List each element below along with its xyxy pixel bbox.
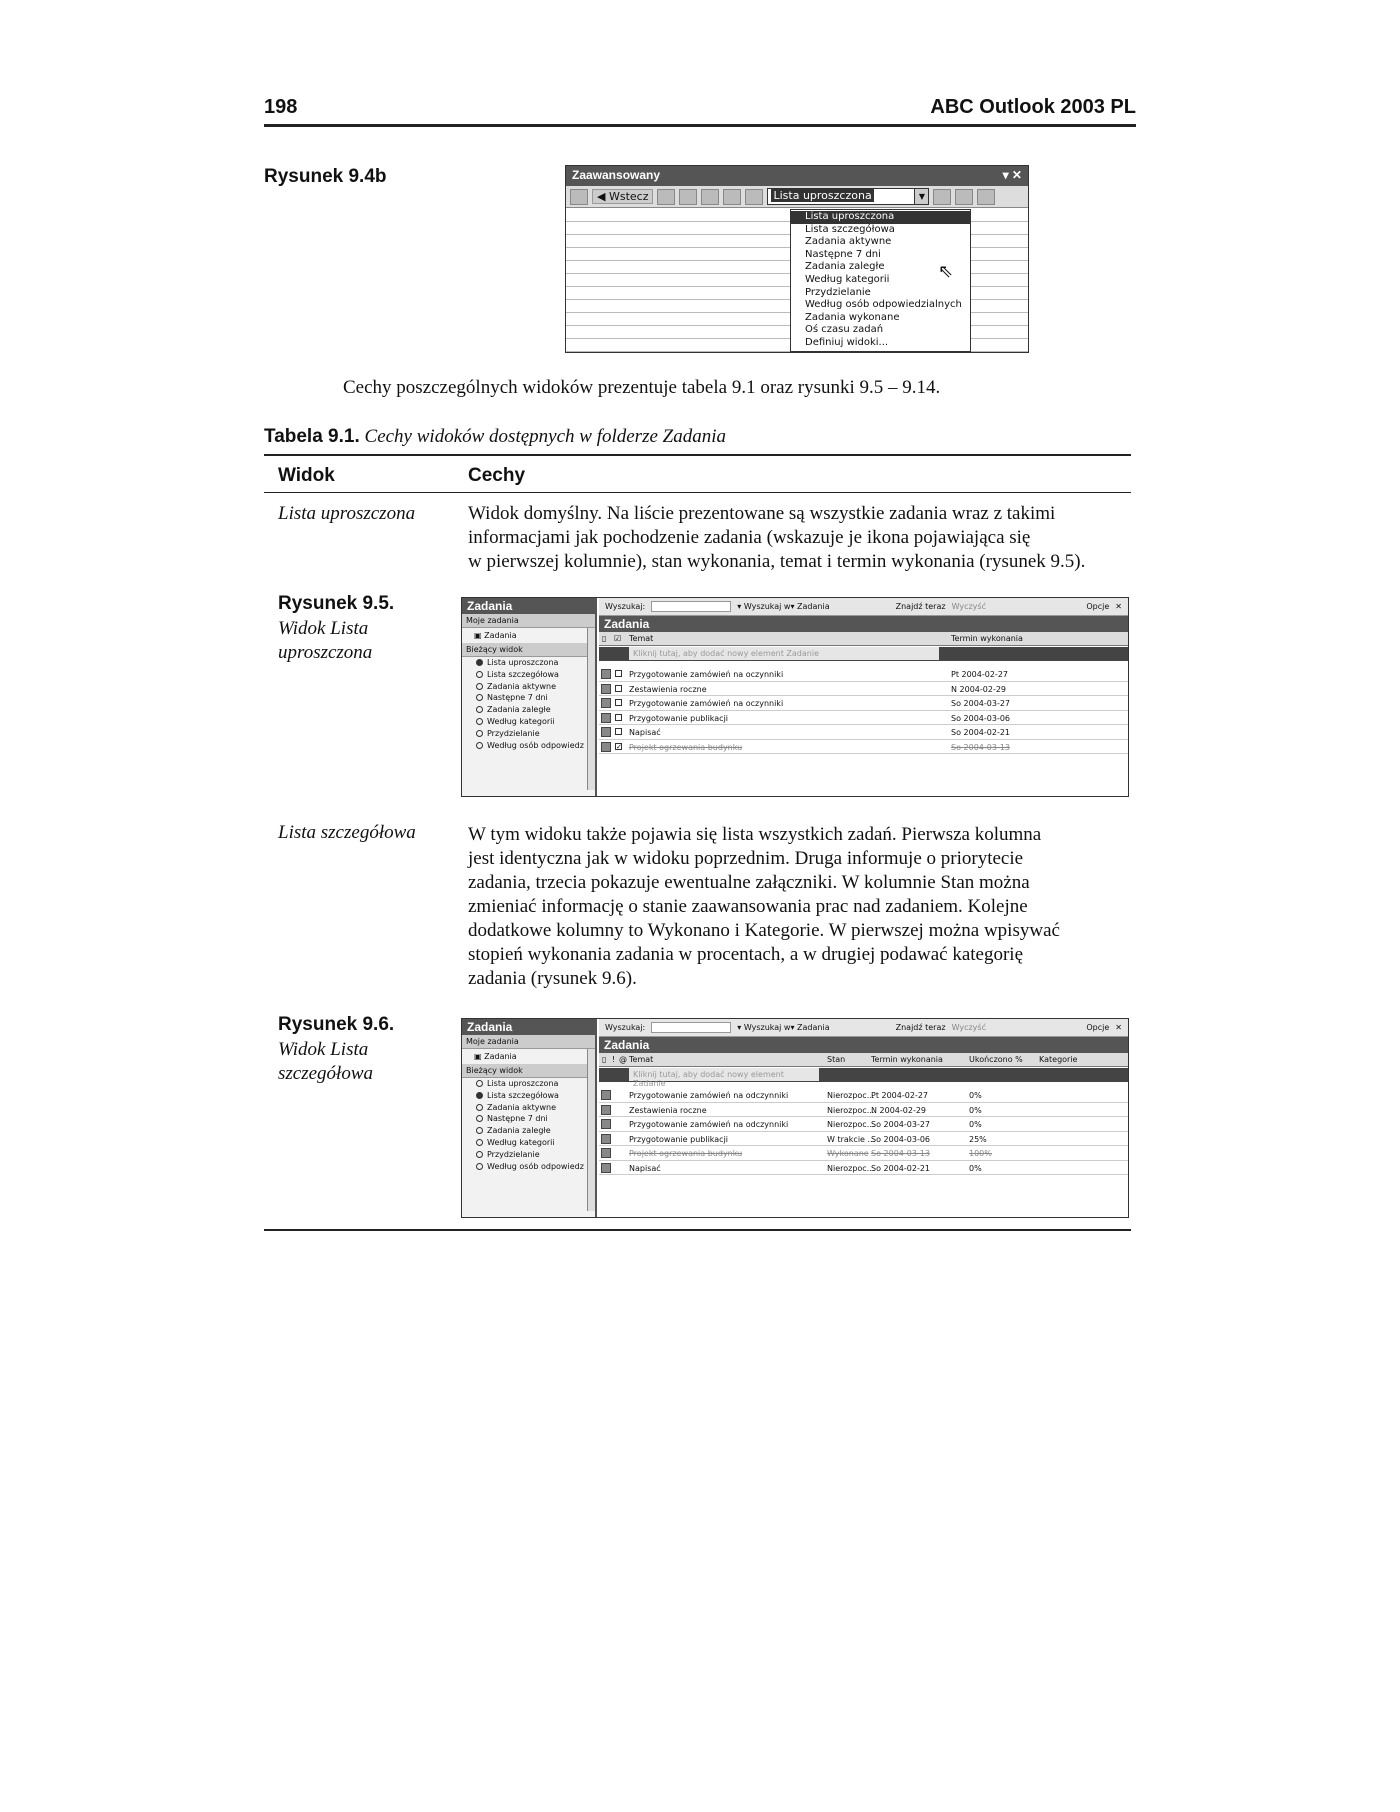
task-status: Nierozpoc... <box>827 1120 875 1129</box>
task-subject: Zestawienia roczne <box>629 684 707 694</box>
radio-icon[interactable] <box>476 1104 483 1111</box>
nav-scrollbar[interactable] <box>587 1049 595 1211</box>
view-option[interactable]: Zadania aktywne <box>805 236 892 248</box>
find-now-button[interactable]: Znajdź teraz <box>895 602 946 611</box>
clear-button[interactable]: Wyczyść <box>951 602 986 611</box>
text-line: stopień wykonania zadania w procentach, a w drugiej podawać kategorię <box>468 944 1023 965</box>
nav-view-option[interactable] <box>462 1161 595 1173</box>
task-icon <box>601 1163 611 1173</box>
figure-95-label: Rysunek 9.5. <box>278 593 395 614</box>
task-percent-complete: 25% <box>969 1134 987 1144</box>
table-row[interactable] <box>599 740 1128 755</box>
running-title: ABC Outlook 2003 PL <box>930 96 1136 118</box>
icon-column-header[interactable]: ▯ <box>602 1055 607 1064</box>
text-line: dodatkowe kolumny to Wykonano i Kategorie. W pierwszej można wpisywać <box>468 920 1060 941</box>
complete-checkbox[interactable] <box>615 699 622 706</box>
icon-column-header[interactable]: ▯ <box>602 634 607 643</box>
nav-view-option[interactable] <box>462 692 595 704</box>
radio-icon[interactable] <box>476 730 483 737</box>
complete-checkbox[interactable] <box>615 714 622 721</box>
nav-view-option[interactable] <box>462 1078 595 1090</box>
table-row[interactable] <box>599 682 1128 697</box>
up-folder-icon[interactable] <box>679 189 697 205</box>
task-due-date: N 2004-02-29 <box>871 1105 927 1115</box>
text-line: zadania, trzecia pokazuje ewentualne załączniki. W kolumnie Stan można <box>468 872 1030 893</box>
row2-view-name: Lista szczegółowa <box>278 822 416 843</box>
complete-checkbox[interactable] <box>615 728 622 735</box>
task-percent-complete: 100% <box>969 1149 992 1158</box>
task-percent-complete: 0% <box>969 1105 982 1115</box>
radio-icon[interactable] <box>476 694 483 701</box>
view-option[interactable]: Zadania zaległe <box>805 261 885 273</box>
row1-view-name: Lista uproszczona <box>278 503 416 524</box>
options-button[interactable]: Opcje <box>1086 1023 1110 1032</box>
radio-icon[interactable] <box>476 1092 483 1099</box>
nav-view-label: Lista uproszczona <box>487 1079 559 1088</box>
radio-icon[interactable] <box>476 683 483 690</box>
nav-folder-label: Zadania <box>484 631 517 640</box>
task-percent-complete: 0% <box>969 1120 982 1129</box>
navigation-pane <box>462 1019 597 1217</box>
figure-96-caption <box>278 1038 373 1086</box>
row2-description <box>468 823 1060 991</box>
task-due-date: So 2004-03-27 <box>871 1120 931 1129</box>
task-rows <box>599 667 1128 754</box>
figure-94b-label: Rysunek 9.4b <box>264 166 387 187</box>
nav-view-option[interactable] <box>462 716 595 728</box>
pane-title: Zadania <box>599 1037 1128 1053</box>
new-item-row[interactable] <box>599 1068 1128 1088</box>
task-status: Wykonane <box>827 1149 869 1158</box>
text-line: szczegółowa <box>278 1063 373 1084</box>
task-subject: Przygotowanie publikacji <box>629 1134 729 1144</box>
column-header-view: Widok <box>278 465 335 486</box>
table-row[interactable] <box>599 696 1128 711</box>
nav-view-label: Według osób odpowiedz <box>487 1161 584 1171</box>
task-icon <box>601 698 611 708</box>
view-option[interactable]: Zadania wykonane <box>805 311 900 323</box>
autopreview-icon[interactable] <box>977 189 995 205</box>
current-view-value: Lista uproszczona <box>773 189 872 202</box>
folder-list-icon[interactable] <box>701 189 719 205</box>
column-header-features: Cechy <box>468 465 526 486</box>
table-row[interactable] <box>599 1088 1128 1103</box>
search-in-value: Zadania <box>797 1023 830 1032</box>
task-percent-complete: 0% <box>969 1163 982 1173</box>
row1-description <box>468 502 1085 574</box>
options-button[interactable]: Opcje <box>1086 602 1110 611</box>
navigation-pane <box>462 598 597 796</box>
task-due-date: Pt 2004-02-27 <box>951 670 1008 679</box>
toolbar-titlebar <box>566 166 1028 186</box>
nav-view-label: Następne 7 dni <box>487 1114 548 1124</box>
nav-view-option[interactable] <box>462 657 595 669</box>
task-status: Nierozpoc... <box>827 1163 875 1173</box>
nav-view-label: Następne 7 dni <box>487 693 548 703</box>
view-option[interactable]: Oś czasu zadań <box>805 324 884 336</box>
nav-view-option[interactable] <box>462 669 595 681</box>
back-label: Wstecz <box>608 190 649 203</box>
text-line: zmieniać informację o stanie zaawansowania prac nad zadaniem. Kolejne <box>468 896 1028 917</box>
task-due-date: So 2004-03-13 <box>871 1149 931 1158</box>
nav-view-option[interactable] <box>462 1149 595 1161</box>
view-option[interactable]: Według osób odpowiedzialnych <box>805 299 962 311</box>
chevron-down-icon[interactable]: ▼ <box>914 189 928 204</box>
nav-view-option[interactable] <box>462 704 595 716</box>
print-preview-icon[interactable] <box>723 189 741 205</box>
table-caption-text: Cechy widoków dostępnych w folderze Zadania <box>364 426 726 447</box>
radio-icon[interactable] <box>476 1151 483 1158</box>
undo-icon[interactable] <box>745 189 763 205</box>
task-icon <box>601 684 611 694</box>
nav-view-label: Według kategorii <box>487 1137 555 1147</box>
nav-view-label: Zadania aktywne <box>487 1102 557 1112</box>
radio-icon[interactable] <box>476 1115 483 1122</box>
task-subject: Przygotowanie zamówień na oczynniki <box>629 670 784 679</box>
mouse-cursor-icon: ⇖ <box>938 261 954 282</box>
search-in-label: Wyszukaj w <box>743 602 791 611</box>
table-row[interactable] <box>599 1132 1128 1147</box>
task-status: Nierozpoc... <box>827 1105 875 1115</box>
task-due-date: So 2004-03-06 <box>951 713 1011 723</box>
nav-view-option[interactable] <box>462 1125 595 1137</box>
task-icon <box>601 727 611 737</box>
status-column-header[interactable]: Stan <box>827 1055 846 1064</box>
task-due-date: So 2004-03-27 <box>951 699 1011 708</box>
task-subject: Przygotowanie zamówień na odczynniki <box>629 1091 789 1100</box>
task-due-date: Pt 2004-02-27 <box>871 1091 928 1100</box>
complete-checkbox[interactable] <box>615 685 622 692</box>
task-status: W trakcie ... <box>827 1134 876 1144</box>
advanced-toolbar <box>566 186 1028 208</box>
table-row[interactable] <box>599 1103 1128 1118</box>
close-icon[interactable]: ✕ <box>1115 1023 1122 1032</box>
text-line: uproszczona <box>278 642 373 663</box>
nav-view-option[interactable] <box>462 1090 595 1102</box>
view-option[interactable]: Przydzielanie <box>805 286 871 298</box>
radio-icon[interactable] <box>476 1139 483 1146</box>
figure-95-caption <box>278 617 372 665</box>
find-now-button[interactable]: Znajdź teraz <box>895 1023 946 1032</box>
nav-title: Zadania <box>462 1019 595 1035</box>
nav-view-list <box>462 657 595 751</box>
nav-view-label: Lista szczegółowa <box>487 669 559 679</box>
table-caption <box>264 426 726 448</box>
radio-icon[interactable] <box>476 1163 483 1170</box>
task-icon <box>601 742 611 752</box>
table-row[interactable] <box>599 1146 1128 1161</box>
nav-folder-label: Zadania <box>484 1052 517 1061</box>
nav-section-current-view: Bieżący widok <box>462 1064 595 1078</box>
categories-column-header[interactable]: Kategorie <box>1039 1055 1078 1064</box>
find-input[interactable] <box>651 1022 731 1033</box>
table-row[interactable] <box>599 711 1128 726</box>
task-icon <box>601 1090 611 1100</box>
intro-paragraph: Cechy poszczególnych widoków prezentuje tabela 9.1 oraz rysunki 9.5 – 9.14. <box>343 377 941 398</box>
text-line: W tym widoku także pojawia się lista wszystkich zadań. Pierwsza kolumna <box>468 824 1042 845</box>
task-rows <box>599 1088 1128 1175</box>
complete-checkbox[interactable]: ✓ <box>616 742 622 751</box>
clear-button[interactable]: Wyczyść <box>951 1023 986 1032</box>
task-due-date: So 2004-02-21 <box>871 1163 931 1173</box>
percent-complete-column-header[interactable]: Ukończono % <box>969 1055 1023 1064</box>
task-subject: Projekt ogrzewania budynku <box>629 742 743 752</box>
task-icon <box>601 669 611 679</box>
attachment-column-header[interactable]: @ <box>619 1055 627 1064</box>
text-line: Widok Lista <box>278 618 369 639</box>
task-main-area <box>599 598 1128 796</box>
text-line: informacjami jak pochodzenie zadania (wskazuje je ikona pojawiająca się <box>468 527 1031 548</box>
table-row[interactable] <box>599 1117 1128 1132</box>
nav-view-label: Przydzielanie <box>487 1149 540 1159</box>
radio-icon[interactable] <box>476 671 483 678</box>
nav-view-label: Zadania zaległe <box>487 1126 551 1136</box>
outlook-today-icon[interactable] <box>570 189 588 205</box>
radio-icon[interactable] <box>476 706 483 713</box>
task-subject: Projekt ogrzewania budynku <box>629 1149 743 1158</box>
table-row[interactable] <box>599 1161 1128 1176</box>
nav-view-option[interactable] <box>462 1102 595 1114</box>
nav-view-label: Według kategorii <box>487 716 555 726</box>
task-subject: Przygotowanie publikacji <box>629 713 729 723</box>
advanced-toolbar-screenshot <box>565 165 1029 353</box>
nav-view-label: Przydzielanie <box>487 728 540 738</box>
task-due-date: So 2004-03-13 <box>951 742 1011 752</box>
task-subject: Przygotowanie zamówień na odczynniki <box>629 1120 789 1129</box>
table-header-rule <box>264 492 1131 493</box>
new-item-row[interactable] <box>599 647 1128 661</box>
radio-icon[interactable] <box>476 1127 483 1134</box>
table-label: Tabela 9.1. <box>264 426 360 447</box>
due-date-column-header[interactable]: Termin wykonania <box>951 634 1023 643</box>
task-subject: Napisać <box>629 728 661 737</box>
search-in-button[interactable]: ▾ Wyszukaj w▾ Zadania <box>737 1023 830 1032</box>
back-button[interactable]: ◀ Wstecz <box>592 189 653 204</box>
figure-96-label: Rysunek 9.6. <box>278 1014 395 1035</box>
table-top-rule <box>264 454 1131 456</box>
view-option[interactable]: Następne 7 dni <box>805 248 881 260</box>
view-option[interactable]: Lista uproszczona <box>791 211 970 224</box>
complete-column-header[interactable]: ☑ <box>614 634 622 643</box>
nav-section-my-tasks: Moje zadania <box>462 1035 595 1049</box>
task-due-date: So 2004-03-06 <box>871 1134 931 1144</box>
pane-title: Zadania <box>599 616 1128 632</box>
find-label: Wyszukaj: <box>605 1023 646 1032</box>
table-row[interactable] <box>599 725 1128 740</box>
outlook-detailed-list-screenshot <box>461 1018 1129 1218</box>
table-bottom-rule <box>264 1229 1131 1231</box>
table-row[interactable] <box>599 667 1128 682</box>
find-input[interactable] <box>651 601 731 612</box>
group-by-box-icon[interactable] <box>933 189 951 205</box>
search-in-label: Wyszukaj w <box>743 1023 791 1032</box>
task-due-date: So 2004-02-21 <box>951 728 1011 737</box>
radio-icon[interactable] <box>476 742 483 749</box>
radio-icon[interactable] <box>476 718 483 725</box>
toolbar-title: Zaawansowany <box>572 168 661 182</box>
nav-view-option[interactable] <box>462 681 595 693</box>
due-date-column-header[interactable]: Termin wykonania <box>871 1055 943 1064</box>
task-icon <box>601 1134 611 1144</box>
priority-column-header[interactable]: ! <box>612 1055 616 1064</box>
nav-section-my-tasks: Moje zadania <box>462 614 595 628</box>
current-view-select[interactable] <box>767 188 929 205</box>
new-item-hint: Kliknij tutaj, aby dodać nowy element Zadanie <box>629 647 939 660</box>
search-in-value: Zadania <box>797 602 830 611</box>
find-bar <box>599 598 1128 616</box>
nav-scrollbar[interactable] <box>587 628 595 790</box>
task-icon <box>601 1148 611 1158</box>
nav-folder-tasks[interactable]: ▣ Zadania <box>474 1052 517 1061</box>
find-label: Wyszukaj: <box>605 602 646 611</box>
field-chooser-icon[interactable] <box>955 189 973 205</box>
view-option[interactable]: Według kategorii <box>805 273 890 285</box>
forward-icon[interactable] <box>657 189 675 205</box>
task-subject: Zestawienia roczne <box>629 1105 707 1115</box>
text-line: Widok Lista <box>278 1039 369 1060</box>
task-subject: Przygotowanie zamówień na oczynniki <box>629 699 784 708</box>
nav-view-option[interactable] <box>462 728 595 740</box>
task-icon <box>601 1119 611 1129</box>
nav-view-list <box>462 1078 595 1172</box>
nav-view-option[interactable] <box>462 1137 595 1149</box>
column-headers <box>599 632 1128 646</box>
close-icon[interactable]: ✕ <box>1115 602 1122 611</box>
new-item-hint: Kliknij tutaj, aby dodać nowy element Zadanie <box>629 1068 819 1081</box>
task-percent-complete: 0% <box>969 1091 982 1100</box>
subject-column-header[interactable]: Temat <box>629 634 654 643</box>
complete-checkbox[interactable] <box>615 670 622 677</box>
text-line: w pierwszej kolumnie), stan wykonania, temat i termin wykonania (rysunek 9.5). <box>468 551 1086 572</box>
search-in-button[interactable]: ▾ Wyszukaj w▾ Zadania <box>737 602 830 611</box>
task-main-area <box>599 1019 1128 1217</box>
nav-view-label: Zadania aktywne <box>487 681 557 691</box>
view-option[interactable]: Lista szczegółowa <box>805 223 895 235</box>
radio-icon[interactable] <box>476 659 483 666</box>
view-option[interactable]: Definiuj widoki... <box>805 336 889 348</box>
nav-view-label: Zadania zaległe <box>487 705 551 715</box>
column-headers <box>599 1053 1128 1067</box>
text-line: zadania (rysunek 9.6). <box>468 968 637 989</box>
nav-view-label: Według osób odpowiedz <box>487 740 584 750</box>
nav-title: Zadania <box>462 598 595 614</box>
nav-view-option[interactable] <box>462 740 595 752</box>
task-icon <box>601 1105 611 1115</box>
nav-folder-tasks[interactable]: ▣ Zadania <box>474 631 517 640</box>
nav-view-label: Lista szczegółowa <box>487 1090 559 1100</box>
task-subject: Napisać <box>629 1163 661 1173</box>
task-due-date: N 2004-02-29 <box>951 684 1007 694</box>
text-line: Widok domyślny. Na liście prezentowane są wszystkie zadania wraz z takimi <box>468 503 1056 524</box>
page-number: 198 <box>264 96 298 118</box>
radio-icon[interactable] <box>476 1080 483 1087</box>
close-icon[interactable]: ▾ ✕ <box>1002 168 1022 182</box>
task-status: Nierozpoc... <box>827 1091 875 1100</box>
header-rule <box>264 124 1136 127</box>
nav-view-label: Lista uproszczona <box>487 658 559 667</box>
task-icon <box>601 713 611 723</box>
text-line: jest identyczna jak w widoku poprzednim. Druga informuje o priorytecie <box>468 848 1024 869</box>
subject-column-header[interactable]: Temat <box>629 1055 654 1064</box>
nav-view-option[interactable] <box>462 1113 595 1125</box>
outlook-simple-list-screenshot <box>461 597 1129 797</box>
find-bar <box>599 1019 1128 1037</box>
task-grid-background <box>566 209 1028 352</box>
nav-section-current-view: Bieżący widok <box>462 643 595 657</box>
